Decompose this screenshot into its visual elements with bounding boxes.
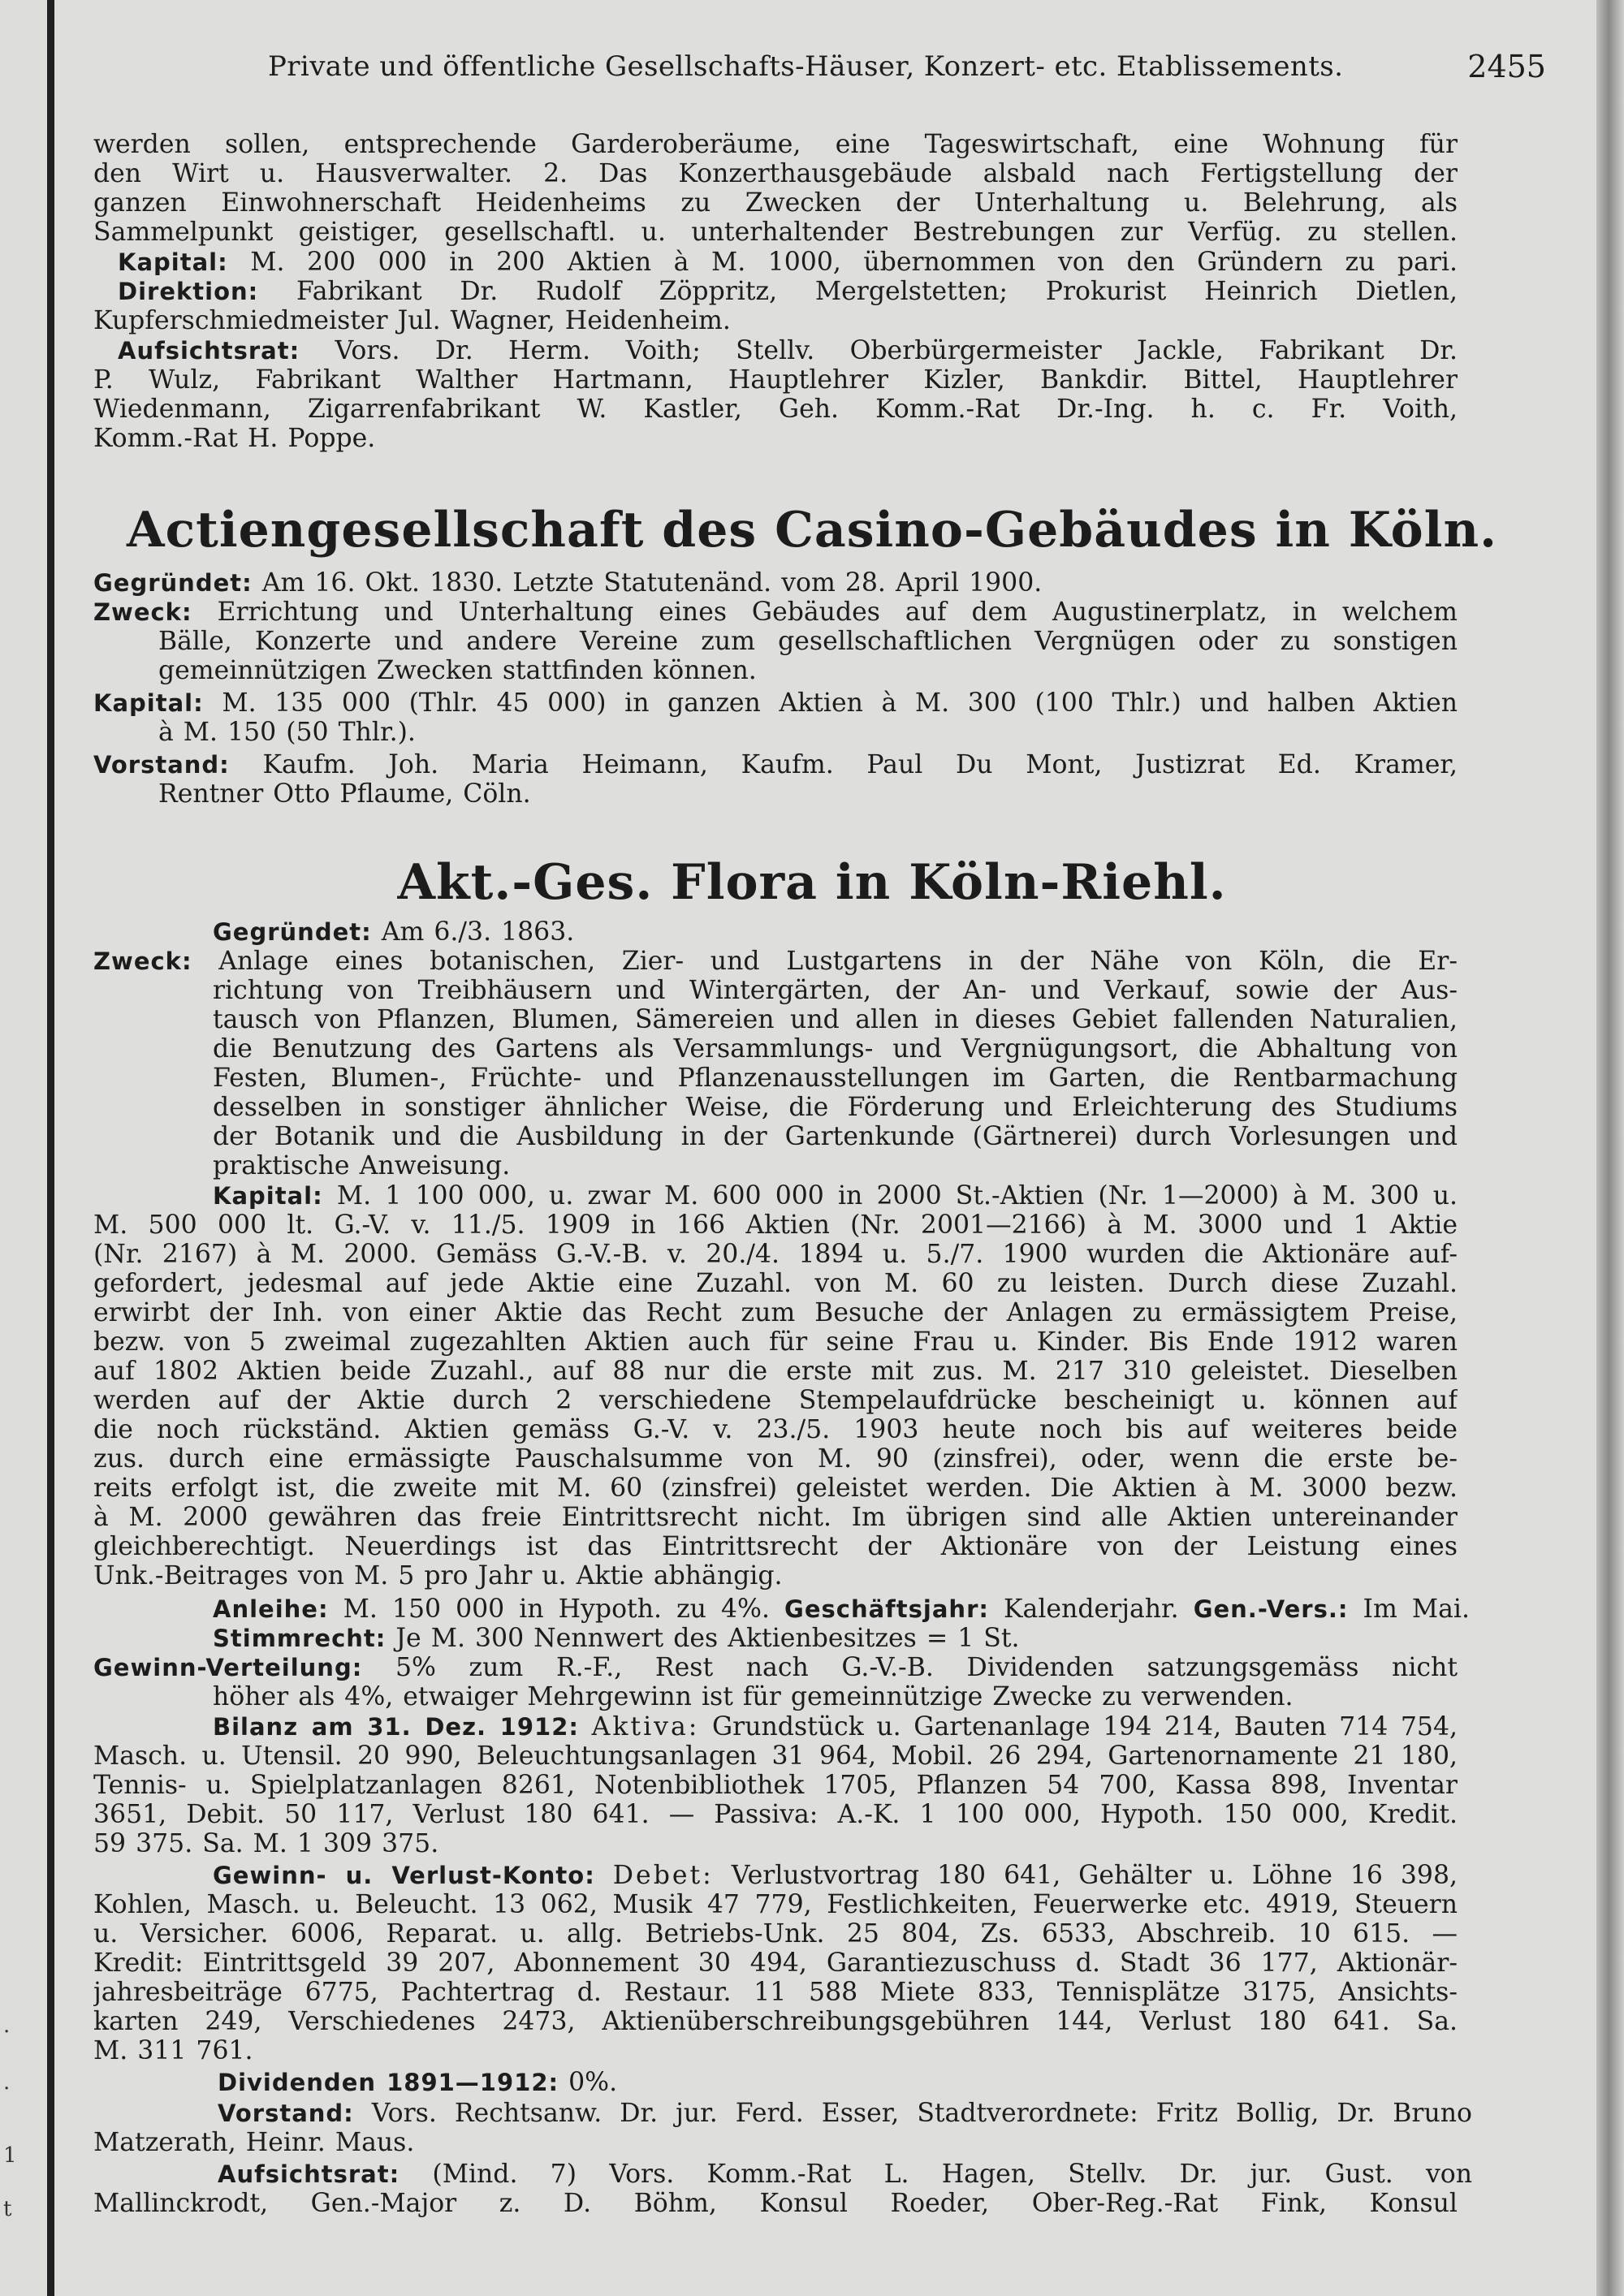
- text-line: den Wirt u. Hausverwalter. 2. Das Konzerthausgebäude alsbald nach Fertigstellung der: [93, 159, 1458, 188]
- text-line: die Benutzung des Gartens als Versammlungs- und Vergnügungsort, die Abhaltung von: [213, 1034, 1458, 1064]
- text-line: der Botanik und die Ausbildung in der Gartenkunde (Gärtnerei) durch Vorlesungen und: [213, 1122, 1458, 1151]
- book-gutter: [47, 0, 54, 2296]
- gewinnverteilung-label: Gewinn-Verteilung:: [93, 1654, 363, 1681]
- geschaeftsjahr-label: Geschäftsjahr:: [784, 1595, 989, 1623]
- anleihe-text: M. 150 000 in Hypoth. zu 4%.: [343, 1595, 770, 1624]
- text-line: Sammelpunkt geistiger, gesellschaftl. u. unterhaltender Bestrebungen zur Verfüg. zu stellen.: [93, 218, 1458, 247]
- text-line: werden auf der Aktie durch 2 verschiedene Stempelaufdrücke bescheinigt u. können auf: [93, 1386, 1458, 1415]
- aufsichtsrat-text: Vors. Dr. Herm. Voith; Stellv. Oberbürgermeister Jackle, Fabrikant Dr.: [335, 336, 1458, 365]
- zweck-line: [93, 598, 1458, 627]
- facing-page-strip: [0, 0, 47, 2296]
- direktion-text: Fabrikant Dr. Rudolf Zöppritz, Mergelstetten; Prokurist Heinrich Dietlen,: [296, 277, 1458, 306]
- kapital-label: Kapital:: [118, 248, 228, 276]
- bilanz-aktiva-word: Aktiva:: [591, 1712, 700, 1741]
- text-line: Wiedenmann, Zigarrenfabrikant W. Kastler, Geh. Komm.-Rat Dr.-Ing. h. c. Fr. Voith,: [93, 395, 1458, 424]
- text-line: tausch von Pflanzen, Blumen, Sämereien und allen in dieses Gebiet fallenden Naturalien,: [213, 1005, 1458, 1034]
- aufsichtsrat-label: Aufsichtsrat:: [218, 2160, 400, 2188]
- text-line: à M. 2000 gewähren das freie Eintrittsrecht nicht. Im übrigen sind alle Aktien untereinander: [93, 1503, 1458, 1532]
- aufsichtsrat-line: [118, 336, 1458, 365]
- zweck-text: Anlage eines botanischen, Zier- und Lustgartens in der Nähe von Köln, die Er-: [218, 947, 1458, 976]
- page-edge: [1596, 0, 1624, 2296]
- text-line: Komm.-Rat H. Poppe.: [93, 424, 376, 453]
- text-line: desselben in sonstiger ähnlicher Weise, die Förderung und Erleichterung des Studiums: [213, 1093, 1458, 1122]
- text-line: Matzerath, Heinr. Maus.: [93, 2128, 415, 2157]
- direktion-label: Direktion:: [118, 278, 259, 305]
- text-line: 59 375. Sa. M. 1 309 375.: [93, 1829, 439, 1858]
- text-line: Rentner Otto Pflaume, Cöln.: [158, 779, 531, 809]
- vorstand-text: Vors. Rechtsanw. Dr. jur. Ferd. Esser, Stadtverordnete: Fritz Bollig, Dr. Bruno: [371, 2099, 1472, 2128]
- margin-mark: .: [3, 2013, 11, 2038]
- aufsichtsrat-label: Aufsichtsrat:: [118, 337, 300, 365]
- text-line: die noch rückständ. Aktien gemäss G.-V. v. 23./5. 1903 heute noch bis auf weiteres beide: [93, 1415, 1458, 1444]
- section-title: Akt.-Ges. Flora in Köln-Riehl.: [397, 854, 1227, 911]
- stimmrecht-label: Stimmrecht:: [213, 1625, 387, 1652]
- genvers-text: Im Mai.: [1363, 1595, 1470, 1624]
- dividenden-line: [218, 2068, 1582, 2097]
- text-line: reits erfolgt ist, die zweite mit M. 60 (zinsfrei) geleistet werden. Die Aktien à M. 3000 bezw.: [93, 1474, 1458, 1503]
- text-line: höher als 4%, etwaiger Mehrgewinn ist für gemeinnützige Zwecke zu verwenden.: [213, 1682, 1294, 1711]
- text-line: gemeinnützigen Zwecken stattfinden können.: [158, 656, 757, 685]
- kapital-line: [118, 248, 1458, 277]
- text-line: P. Wulz, Fabrikant Walther Hartmann, Hauptlehrer Kizler, Bankdir. Bittel, Hauptlehrer: [93, 365, 1458, 395]
- kapital-line: [213, 1181, 1458, 1211]
- vorstand-line: [218, 2099, 1472, 2128]
- text-line: gleichberechtigt. Neuerdings ist das Eintrittsrecht der Aktionäre von der Leistung eines: [93, 1532, 1458, 1561]
- aufsichtsrat-text: (Mind. 7) Vors. Komm.-Rat L. Hagen, Stellv. Dr. jur. Gust. von: [432, 2160, 1472, 2189]
- gewinn-verlust-text: Verlustvortrag 180 641, Gehälter u. Löhne 16 398,: [731, 1861, 1458, 1890]
- gegruendet-label: Gegründet:: [93, 569, 253, 597]
- text-line: richtung von Treibhäusern und Wintergärten, der An- und Verkauf, sowie der Aus-: [213, 976, 1458, 1005]
- zweck-label: Zweck:: [93, 598, 192, 626]
- gewinnverteilung-line: [93, 1653, 1458, 1682]
- running-header: Private und öffentliche Gesellschafts-Häuser, Konzert- etc. Etablissements.: [268, 50, 1344, 83]
- kapital-text: M. 200 000 in 200 Aktien à M. 1000, übernommen von den Gründern zu pari.: [250, 248, 1458, 277]
- dividenden-label: Dividenden 1891—1912:: [218, 2069, 559, 2096]
- margin-mark: .: [3, 2070, 11, 2095]
- gegruendet-text: Am 16. Okt. 1830. Letzte Statutenänd. vom 28. April 1900.: [261, 568, 1043, 598]
- anleihe-label: Anleihe:: [213, 1595, 329, 1623]
- vorstand-label: Vorstand:: [93, 751, 230, 779]
- zweck-line: [93, 947, 1458, 976]
- genvers-label: Gen.-Vers.:: [1193, 1595, 1349, 1623]
- margin-mark: t: [3, 2197, 12, 2221]
- kapital-line: [93, 688, 1458, 718]
- gegruendet-text: Am 6./3. 1863.: [381, 917, 575, 947]
- text-line: M. 500 000 lt. G.-V. v. 11./5. 1909 in 166 Aktien (Nr. 2001—2166) à M. 3000 und 1 Aktie: [93, 1211, 1458, 1240]
- zweck-text: Errichtung und Unterhaltung eines Gebäudes auf dem Augustinerplatz, in welchem: [217, 598, 1458, 627]
- text-line: à M. 150 (50 Thlr.).: [158, 718, 416, 747]
- text-line: 3651, Debit. 50 117, Verlust 180 641. — Passiva: A.-K. 1 100 000, Hypoth. 150 000, Kredit.: [93, 1800, 1458, 1829]
- text-line: Tennis- u. Spielplatzanlagen 8261, Notenbibliothek 1705, Pflanzen 54 700, Kassa 898, Inventar: [93, 1771, 1458, 1800]
- direktion-line: [118, 277, 1458, 306]
- page-number: 2455: [1467, 49, 1546, 84]
- kapital-text: M. 1 100 000, u. zwar M. 600 000 in 2000 St.-Aktien (Nr. 1—2000) à M. 300 u.: [336, 1181, 1458, 1211]
- gegruendet-line: [93, 568, 1458, 598]
- text-line: auf 1802 Aktien beide Zuzahl., auf 88 nur die erste mit zus. M. 217 310 geleistet. Dieselben: [93, 1357, 1458, 1386]
- gewinnverteilung-text: 5% zum R.-F., Rest nach G.-V.-B. Dividenden satzungsgemäss nicht: [395, 1653, 1458, 1682]
- text-line: Bälle, Konzerte und andere Vereine zum gesellschaftlichen Vergnügen oder zu sonstigen: [158, 627, 1458, 656]
- gewinn-verlust-label: Gewinn- u. Verlust-Konto:: [213, 1862, 595, 1889]
- stimmrecht-line: [213, 1624, 1577, 1653]
- bilanz-line: [213, 1712, 1458, 1741]
- text-line: jahresbeiträge 6775, Pachtertrag d. Restaur. 11 588 Miete 833, Tennisplätze 3175, Ansichts-: [93, 1978, 1458, 2007]
- text-line: bezw. von 5 zweimal zugezahlten Aktien auch für seine Frau u. Kinder. Bis Ende 1912 waren: [93, 1327, 1458, 1357]
- vorstand-text: Kaufm. Joh. Maria Heimann, Kaufm. Paul Du Mont, Justizrat Ed. Kramer,: [262, 750, 1458, 779]
- text-line: Mallinckrodt, Gen.-Major z. D. Böhm, Konsul Roeder, Ober-Reg.-Rat Fink, Konsul: [93, 2189, 1458, 2218]
- section-title: Actiengesellschaft des Casino-Gebäudes in Köln.: [127, 502, 1497, 559]
- gewinn-verlust-debet-word: Debet:: [612, 1861, 714, 1890]
- text-line: ganzen Einwohnerschaft Heidenheims zu Zwecken der Unterhaltung u. Belehrung, als: [93, 188, 1458, 218]
- text-line: Kohlen, Masch. u. Beleucht. 13 062, Musik 47 779, Festlichkeiten, Feuerwerke etc. 4919, Steuern: [93, 1890, 1458, 1919]
- bilanz-label: Bilanz am 31. Dez. 1912:: [213, 1713, 579, 1741]
- gegruendet-label: Gegründet:: [213, 918, 372, 946]
- kapital-text: M. 135 000 (Thlr. 45 000) in ganzen Aktien à M. 300 (100 Thlr.) und halben Aktien: [222, 688, 1458, 718]
- bilanz-text: Grundstück u. Gartenanlage 194 214, Bauten 714 754,: [711, 1712, 1458, 1741]
- zweck-label: Zweck:: [93, 947, 192, 975]
- text-line: werden sollen, entsprechende Garderoberäume, eine Tageswirtschaft, eine Wohnung für: [93, 130, 1458, 159]
- geschaeftsjahr-text: Kalenderjahr.: [1004, 1595, 1179, 1624]
- vorstand-line: [93, 750, 1458, 779]
- text-line: M. 311 761.: [93, 2036, 253, 2065]
- text-line: Kredit: Eintrittsgeld 39 207, Abonnement 30 494, Garantiezuschuss d. Stadt 36 177, Aktionär-: [93, 1949, 1458, 1978]
- text-line: (Nr. 2167) à M. 2000. Gemäss G.-V.-B. v. 20./4. 1894 u. 5./7. 1900 wurden die Aktionäre auf-: [93, 1240, 1458, 1269]
- dividenden-text: 0%.: [568, 2068, 618, 2097]
- anleihe-line: [213, 1595, 1470, 1624]
- vorstand-label: Vorstand:: [218, 2100, 354, 2127]
- text-line: Masch. u. Utensil. 20 990, Beleuchtungsanlagen 31 964, Mobil. 26 294, Gartenornamente 21 180,: [93, 1741, 1458, 1771]
- text-line: zus. durch eine ermässigte Pauschalsumme von M. 90 (zinsfrei), oder, wenn die erste be-: [93, 1444, 1458, 1474]
- stimmrecht-text: Je M. 300 Nennwert des Aktienbesitzes = 1 St.: [395, 1624, 1020, 1653]
- text-line: erwirbt der Inh. von einer Aktie das Recht zum Besuche der Anlagen zu ermässigtem Preise,: [93, 1298, 1458, 1327]
- aufsichtsrat-line: [218, 2160, 1472, 2189]
- text-line: praktische Anweisung.: [213, 1151, 511, 1180]
- gewinn-verlust-line: [213, 1861, 1458, 1890]
- gegruendet-line: [213, 917, 1512, 947]
- text-line: u. Versicher. 6006, Reparat. u. allg. Betriebs-Unk. 25 804, Zs. 6533, Abschreib. 10 615. —: [93, 1919, 1458, 1949]
- kapital-label: Kapital:: [93, 689, 204, 717]
- kapital-label: Kapital:: [213, 1182, 323, 1210]
- text-line: Festen, Blumen-, Früchte- und Pflanzenausstellungen im Garten, die Rentbarmachung: [213, 1064, 1458, 1093]
- text-line: karten 249, Verschiedenes 2473, Aktienüberschreibungsgebühren 144, Verlust 180 641. Sa.: [93, 2007, 1458, 2036]
- text-line: gefordert, jedesmal auf jede Aktie eine Zuzahl. von M. 60 zu leisten. Durch diese Zuzahl.: [93, 1269, 1458, 1298]
- margin-mark: 1: [3, 2143, 17, 2168]
- text-line: Kupferschmiedmeister Jul. Wagner, Heidenheim.: [93, 306, 731, 335]
- text-line: Unk.-Beitrages von M. 5 pro Jahr u. Aktie abhängig.: [93, 1561, 783, 1590]
